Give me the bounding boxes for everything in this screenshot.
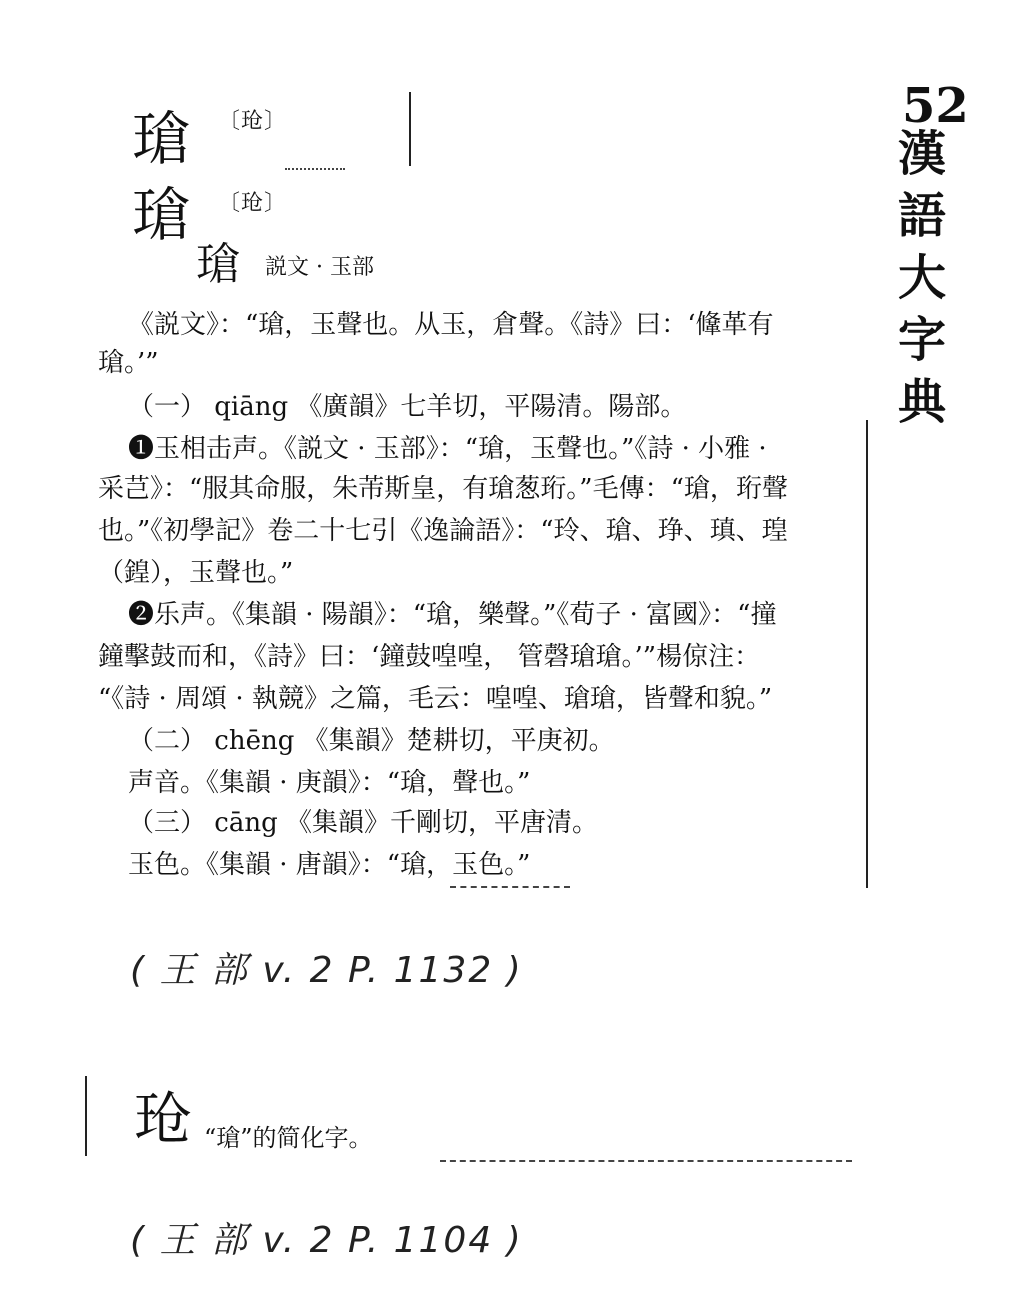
column-rule-right <box>866 420 868 888</box>
entry1-head-simplified-variant: 〔玱〕 <box>218 191 288 216</box>
entry1-text-line: ❶玉相击声。《説文 · 玉部》：“瑲，玉聲也。”《詩 · 小雅 · <box>128 434 767 464</box>
entry1-text-line: 鐘擊鼓而和，《詩》曰：‘鐘鼓喤喤， 管磬瑲瑲。’”楊倞注： <box>98 642 761 672</box>
entry1-text-line: 瑲。’” <box>98 348 159 378</box>
entry1-text-line: “《詩 · 周頌 · 執競》之篇，毛云：喤喤、瑲瑲，皆聲和貌。” <box>98 684 773 714</box>
book-title-vertical <box>898 126 962 430</box>
entry1-text-line: （鍠），玉聲也。” <box>98 558 294 588</box>
dashed-divider <box>450 886 570 888</box>
divider-vertical-top <box>409 92 411 166</box>
dashed-divider <box>440 1160 852 1162</box>
entry1-head-char-variant: 瑲 <box>132 181 191 249</box>
book-title-char: 大 <box>898 250 947 306</box>
entry1-text-line: 声音。《集韻 · 庚韻》：“瑲，聲也。” <box>128 768 531 798</box>
entry1-head-char: 瑲 <box>132 105 191 173</box>
entry1-text-line: （三） cāng 《集韻》千剛切，平唐清。 <box>128 808 598 838</box>
page-number: 52 <box>902 78 969 134</box>
book-title-char: 漢 <box>898 126 947 182</box>
dashed-divider <box>285 168 345 170</box>
book-title-char: 語 <box>898 188 947 244</box>
entry2-head-char: 玱 <box>134 1085 193 1153</box>
handwritten-reference: ( 王 部 v. 2 P. 1132 ) <box>130 950 523 991</box>
entry1-text-line: 采芑》：“服其命服，朱芾斯皇，有瑲葱珩。”毛傳：“瑲，珩聲 <box>98 474 788 504</box>
handwritten-reference: ( 王 部 v. 2 P. 1104 ) <box>130 1220 523 1261</box>
entry1-head-simplified: 〔玱〕 <box>218 109 288 134</box>
book-title-char: 字 <box>898 312 947 368</box>
entry2-definition: “瑲”的简化字。 <box>204 1124 373 1152</box>
entry1-text-line: 也。”《初學記》卷二十七引《逸論語》：“玲、瑲、琤、瑱、瑝 <box>98 516 788 546</box>
book-title-char: 典 <box>898 374 947 430</box>
entry1-text-line: 玉色。《集韻 · 唐韻》：“瑲，玉色。” <box>128 850 531 880</box>
entry1-text-line: （二） chēng 《集韻》楚耕切，平庚初。 <box>128 726 615 756</box>
entry1-text-line: （一） qiāng 《廣韻》七羊切，平陽清。陽部。 <box>128 392 687 422</box>
entry1-text-line: 《説文》：“瑲，玉聲也。从玉，倉聲。《詩》曰：‘鞗革有 <box>128 310 774 340</box>
divider-vertical-left <box>85 1076 87 1156</box>
seal-script-char: 瑲 <box>196 239 240 290</box>
seal-source: 説文 · 玉部 <box>265 255 374 280</box>
entry1-text-line: ❷乐声。《集韻 · 陽韻》：“瑲，樂聲。”《荀子 · 富國》：“撞 <box>128 600 777 630</box>
